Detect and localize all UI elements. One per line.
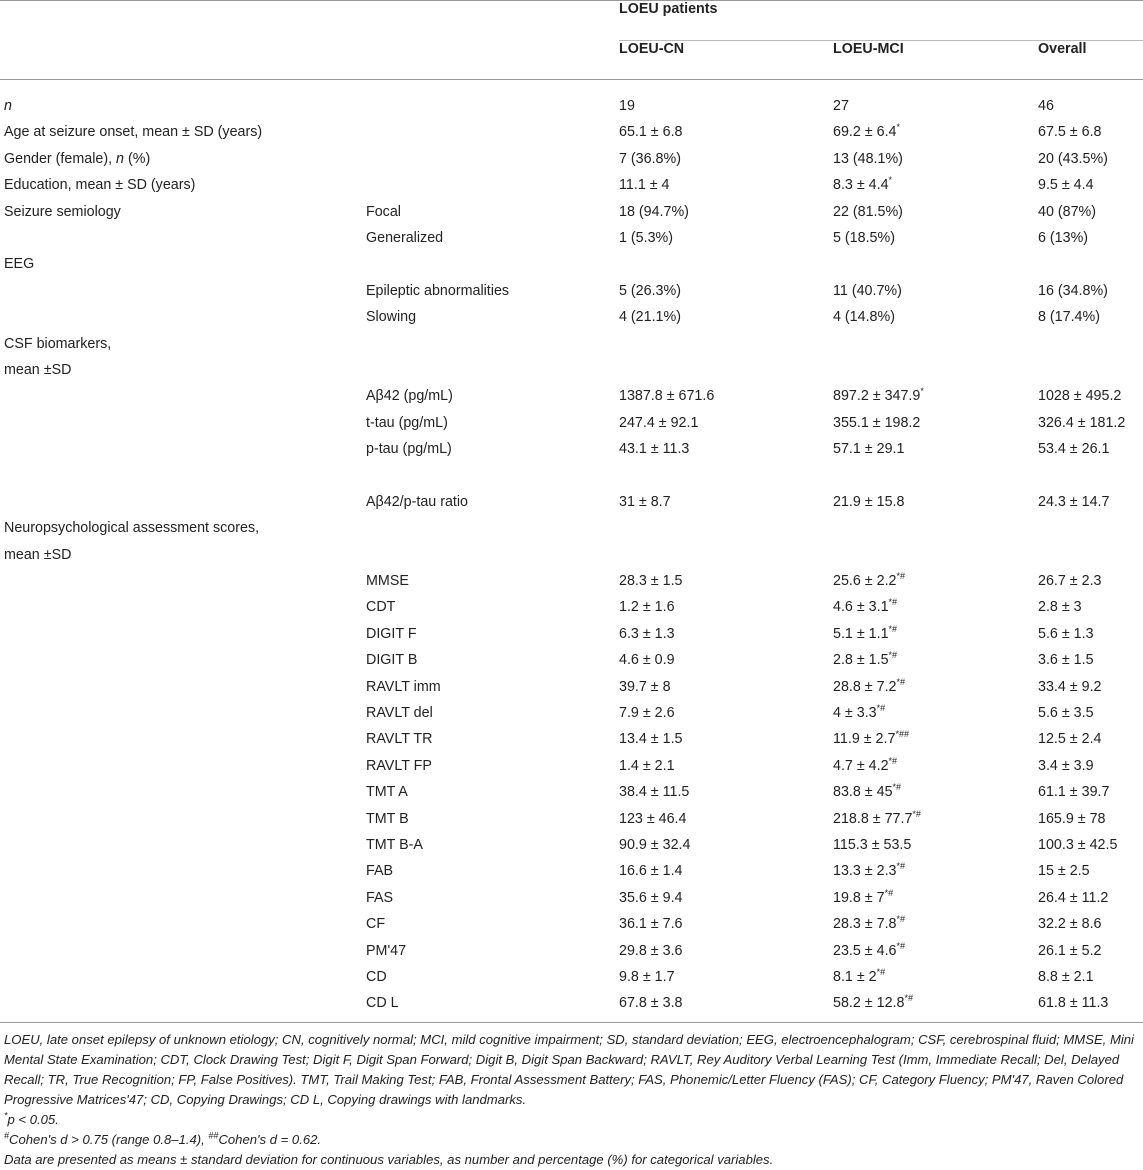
cell-mci: 25.6 ± 2.2*# [833,571,906,590]
cell-mci: 897.2 ± 347.9* [833,386,924,405]
cell-mci: 8.1 ± 2*# [833,967,886,985]
cell-cn: 36.1 ± 7.6 [619,916,683,933]
cell-overall: 26.4 ± 11.2 [1038,889,1109,906]
header-columns-row [0,41,1143,80]
row-label [0,573,366,599]
cell-overall: 1028 ± 495.2 [1038,388,1122,405]
cell-mci: 4.7 ± 4.2*# [833,756,898,774]
row-sublabel [366,336,619,362]
row-sublabel: Focal [366,203,401,220]
cell-cn: 1.4 ± 2.1 [619,757,675,774]
table-row [0,80,1143,125]
cell-cn: 29.8 ± 3.6 [619,942,683,959]
row-label [0,811,366,837]
cell-cn [619,467,833,493]
cell-mci: 4 ± 3.3*# [833,703,886,721]
cell-mci [833,336,1038,362]
cell-mci [833,520,1038,546]
row-sublabel: CDT [366,599,396,616]
cell-mci: 13.3 ± 2.3*# [833,861,906,880]
cell-cn: 4 (21.1%) [619,309,681,326]
cell-overall: 53.4 ± 26.1 [1038,441,1110,458]
row-label [0,415,366,441]
cell-cn: 28.3 ± 1.5 [619,573,683,590]
cell-cn: 7.9 ± 2.6 [619,704,675,721]
cell-mci: 21.9 ± 15.8 [833,493,905,510]
table-row [0,573,1143,599]
table-row [0,890,1143,916]
row-sublabel: TMT B-A [366,836,423,853]
row-sublabel: Aβ42/p-tau ratio [366,493,469,510]
cell-mci: 23.5 ± 4.6*# [833,940,906,959]
table-row [0,758,1143,784]
row-label [0,494,366,520]
table-row [0,388,1143,414]
row-sublabel: RAVLT TR [366,731,433,748]
cell-overall: 67.5 ± 6.8 [1038,124,1102,141]
row-sublabel: PM'47 [366,942,407,959]
table-row [0,256,1143,282]
row-label: n [4,98,12,114]
table-row [0,811,1143,837]
table-row [0,204,1143,230]
cell-mci [833,467,1038,493]
cell-mci: 58.2 ± 12.8*# [833,995,1038,1022]
row-sublabel: CF [366,916,386,933]
row-label [0,969,366,995]
table-row [0,652,1143,678]
row-sublabel [366,151,619,177]
row-sublabel [366,256,619,282]
cell-mci [833,547,1038,573]
row-label [0,705,366,731]
row-sublabel: FAB [366,863,394,880]
cell-cn: 65.1 ± 6.8 [619,124,683,141]
row-label: Seizure semiology [4,203,121,220]
cell-overall: 12.5 ± 2.4 [1038,731,1102,748]
table-row [0,995,1143,1022]
cell-cn: 247.4 ± 92.1 [619,414,699,431]
cell-overall: 8.8 ± 2.1 [1038,968,1094,985]
cell-cn: 38.4 ± 11.5 [619,784,690,801]
cell-cn: 90.9 ± 32.4 [619,836,691,853]
table-row [0,177,1143,203]
table-row [0,863,1143,889]
cell-mci: 19.8 ± 7*# [833,887,894,906]
table-row [0,916,1143,942]
row-sublabel: RAVLT FP [366,757,432,774]
cell-overall: 3.4 ± 3.9 [1038,757,1094,774]
row-sublabel [366,362,619,388]
row-sublabel: RAVLT del [366,704,433,721]
row-sublabel: FAS [366,889,394,906]
row-sublabel [366,177,619,203]
table-row [0,837,1143,863]
row-label [0,943,366,969]
cell-cn: 35.6 ± 9.4 [619,889,683,906]
cell-mci: 83.8 ± 45*# [833,782,902,801]
table-row [0,467,1143,493]
table-row [0,441,1143,467]
cell-mci: 5.1 ± 1.1*# [833,624,898,642]
cell-cn: 9.8 ± 1.7 [619,968,675,985]
cell-mci: 8.3 ± 4.4* [833,175,893,194]
cell-overall: 165.9 ± 78 [1038,810,1106,827]
cell-overall: 9.5 ± 4.4 [1038,177,1094,194]
col-header-mci: LOEU-MCI [833,41,1038,80]
row-sublabel [366,467,619,493]
cell-overall: 24.3 ± 14.7 [1038,493,1110,510]
cell-overall [1038,362,1143,388]
cell-overall: 46 [1038,98,1054,114]
group-header: LOEU patients [619,1,1143,41]
cell-overall: 32.2 ± 8.6 [1038,916,1102,933]
cell-cn [619,547,833,573]
cell-cn: 6.3 ± 1.3 [619,625,675,642]
row-label: mean ±SD [4,361,72,378]
cell-cn: 18 (94.7%) [619,203,689,220]
cell-cn: 5 (26.3%) [619,282,681,299]
table-row [0,626,1143,652]
table-footnotes [4,1030,1140,1170]
cell-mci: 11 (40.7%) [833,282,902,299]
cell-mci: 115.3 ± 53.5 [833,836,912,853]
cell-mci: 13 (48.1%) [833,150,903,167]
row-label [0,626,366,652]
row-sublabel: Aβ42 (pg/mL) [366,388,453,405]
cell-mci [833,256,1038,282]
row-label: Education, mean ± SD (years) [4,177,196,194]
cell-overall [1038,547,1143,573]
table-row [0,283,1143,309]
row-label [0,283,366,309]
cell-overall: 20 (43.5%) [1038,150,1108,167]
row-label: Gender (female), n (%) [4,150,151,167]
cell-cn: 43.1 ± 11.3 [619,441,690,458]
row-label [0,731,366,757]
cell-overall [1038,336,1143,362]
table-row [0,230,1143,256]
table-row [0,494,1143,520]
cell-cn: 13.4 ± 1.5 [619,731,683,748]
row-sublabel: p-tau (pg/mL) [366,441,452,458]
cell-overall: 26.7 ± 2.3 [1038,573,1102,590]
cell-overall: 5.6 ± 3.5 [1038,704,1094,721]
table-row [0,943,1143,969]
row-label [0,758,366,784]
row-label [0,890,366,916]
table-row [0,362,1143,388]
row-label: mean ±SD [4,546,72,563]
row-label: Age at seizure onset, mean ± SD (years) [4,124,263,141]
cell-cn [619,256,833,282]
cell-overall: 16 (34.8%) [1038,282,1108,299]
pvalue-note: *p < 0.05. [4,1110,59,1127]
row-label [0,837,366,863]
row-sublabel: Generalized [366,229,444,246]
row-sublabel [366,520,619,546]
cell-overall: 2.8 ± 3 [1038,599,1082,616]
cell-overall: 61.1 ± 39.7 [1038,784,1110,801]
cell-overall: 6 (13%) [1038,229,1089,246]
row-sublabel: TMT B [366,810,409,827]
table-row [0,705,1143,731]
data-presentation-note: Data are presented as means ± standard deviation for continuous variables, as number and percentage (%) for categorical variables. [4,1152,774,1167]
table-row [0,124,1143,150]
cell-mci: 22 (81.5%) [833,203,903,220]
cell-overall: 5.6 ± 1.3 [1038,625,1094,642]
cell-cn: 123 ± 46.4 [619,810,687,827]
row-label [0,784,366,810]
cell-cn [619,336,833,362]
cell-mci: 5 (18.5%) [833,229,895,246]
row-sublabel [366,124,619,150]
cell-cn: 16.6 ± 1.4 [619,863,683,880]
cell-mci: 355.1 ± 198.2 [833,414,921,431]
cell-cn: 4.6 ± 0.9 [619,652,675,669]
row-sublabel: RAVLT imm [366,678,441,695]
cell-overall [1038,520,1143,546]
row-sublabel: Slowing [366,309,417,326]
table-row [0,599,1143,625]
row-label [0,863,366,889]
row-sublabel: Epileptic abnormalities [366,282,510,299]
cell-cn: 1 (5.3%) [619,229,674,246]
table-row [0,731,1143,757]
cell-cn: 7 (36.8%) [619,150,681,167]
cell-mci: 4.6 ± 3.1*# [833,597,898,616]
row-sublabel: TMT A [366,784,408,801]
cell-mci: 69.2 ± 6.4* [833,122,901,141]
cell-overall: 326.4 ± 181.2 [1038,414,1126,431]
col-header-cn: LOEU-CN [619,41,833,80]
cell-cn [619,520,833,546]
cell-cn [619,362,833,388]
cell-mci: 4 (14.8%) [833,309,895,326]
cell-overall: 40 (87%) [1038,203,1097,220]
cell-mci: 218.8 ± 77.7*# [833,808,921,827]
row-sublabel [366,80,619,125]
row-sublabel: CD [366,968,387,985]
cell-cn: 1387.8 ± 671.6 [619,388,715,405]
row-label: Neuropsychological assessment scores, [4,520,260,537]
table-row [0,679,1143,705]
table-row [0,520,1143,546]
abbreviations-note: LOEU, late onset epilepsy of unknown etiology; CN, cognitively normal; MCI, mild cognitive impairment; SD, standard deviation; EEG, electroencephalogram; CSF, cerebrospinal fluid; MMSE, Mini Mental State Examination; CDT, Clock Drawing Test; Digit F, Digit Span Forward; Digit B, Digit Span Backward; RAVLT, Rey Auditory Verbal Learning Test (Imm, Immediate Recall; Del, Delayed Recall; TR, True Recognition; FP, False Positives). TMT, Trail Making Test; FAB, Frontal Assessment Battery; FAS, Phonemic/Letter Fluency (FAS); CF, Category Fluency; PM'47, Raven Colored Progressive Matrices'47; CD, Copying Drawings; CD L, Copying drawings with landmarks. [4,1032,1134,1107]
cell-cn: 19 [619,98,635,114]
row-label [0,441,366,467]
row-sublabel: DIGIT F [366,625,417,642]
cell-cn: 67.8 ± 3.8 [619,995,833,1022]
cell-overall: 100.3 ± 42.5 [1038,836,1118,853]
cohen-note: #Cohen's d > 0.75 (range 0.8–1.4), ##Cohen's d = 0.62. [4,1130,322,1147]
col-header-overall: Overall [1038,41,1143,80]
table-row [0,309,1143,335]
table-row [0,969,1143,995]
row-label [0,230,366,256]
cell-mci: 28.8 ± 7.2*# [833,676,906,695]
row-sublabel [366,547,619,573]
cell-overall [1038,256,1143,282]
row-sublabel: MMSE [366,573,409,590]
table-row [0,336,1143,362]
cell-mci: 11.9 ± 2.7*## [833,729,909,748]
row-label [0,388,366,414]
cell-mci: 27 [833,98,849,114]
cell-cn: 39.7 ± 8 [619,678,671,695]
row-label [0,467,366,493]
row-label [0,916,366,942]
cell-overall: 15 ± 2.5 [1038,863,1090,880]
cell-mci [833,362,1038,388]
cell-mci: 57.1 ± 29.1 [833,441,905,458]
cell-overall: 33.4 ± 9.2 [1038,678,1102,695]
row-label [0,995,366,1022]
row-label [0,309,366,335]
row-sublabel: DIGIT B [366,652,418,669]
cell-overall: 61.8 ± 11.3 [1038,995,1143,1022]
cell-mci: 2.8 ± 1.5*# [833,650,898,669]
row-sublabel: CD L [366,995,619,1022]
row-label: CSF biomarkers, [4,335,112,352]
row-label [0,679,366,705]
row-label [0,599,366,625]
cell-overall: 8 (17.4%) [1038,309,1100,326]
cell-overall: 26.1 ± 5.2 [1038,942,1102,959]
cell-cn: 1.2 ± 1.6 [619,599,675,616]
row-label [0,652,366,678]
cell-overall: 3.6 ± 1.5 [1038,652,1094,669]
table-body [0,80,1143,1023]
cell-mci: 28.3 ± 7.8*# [833,914,906,933]
table-row [0,415,1143,441]
cell-cn: 11.1 ± 4 [619,177,670,194]
cell-overall [1038,467,1143,493]
table-row [0,784,1143,810]
header-group-row [0,1,1143,41]
table-row [0,151,1143,177]
cell-cn: 31 ± 8.7 [619,493,671,510]
row-sublabel: t-tau (pg/mL) [366,414,448,431]
row-label: EEG [4,256,35,273]
table-row [0,547,1143,573]
